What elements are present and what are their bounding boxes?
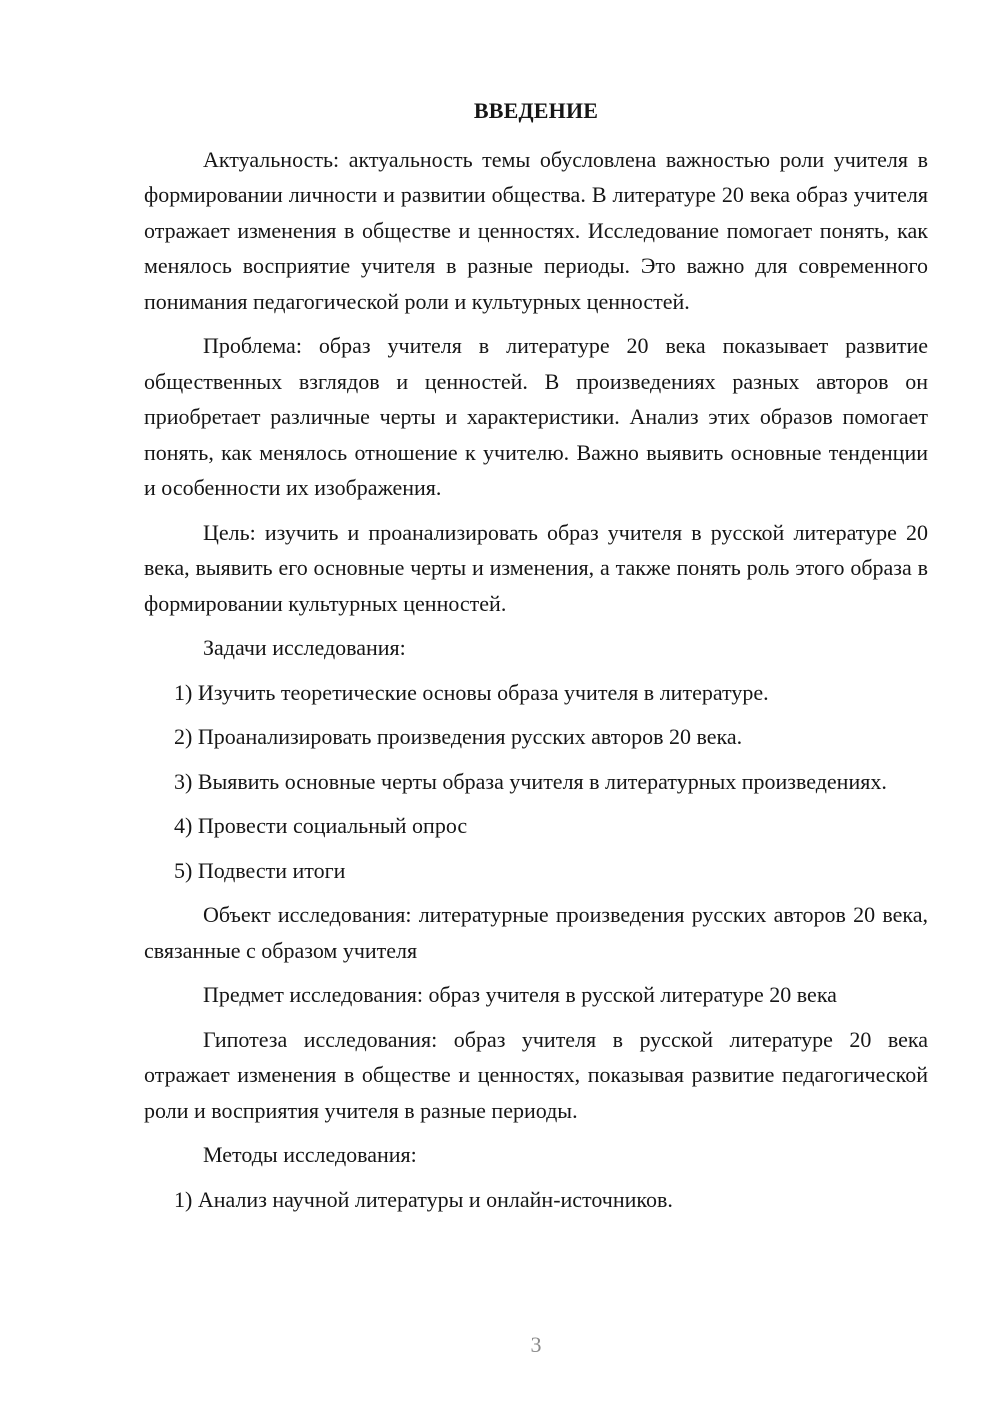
hypothesis-paragraph: Гипотеза исследования: образ учителя в русской литературе 20 века отражает изменения в обществе и ценностях, показывая развитие педагогической роли и восприятия учителя в разные периоды.	[144, 1026, 928, 1123]
task-item: 1) Изучить теоретические основы образа учителя в литературе.	[174, 679, 769, 705]
page-number: 3	[530, 1332, 542, 1357]
page-content	[144, 93, 928, 1226]
relevance-paragraph: Актуальность: актуальность темы обусловлена важностью роли учителя в формировании личности и развитии общества. В литературе 20 века образ учителя отражает изменения в обществе и ценностях. Исследование помогает понять, как менялось восприятие учителя в разные периоды. Это важно для современного понимания педагогической роли и культурных ценностей.	[144, 146, 928, 314]
task-item: 2) Проанализировать произведения русских авторов 20 века.	[174, 724, 743, 749]
object-paragraph: Объект исследования: литературные произведения русских авторов 20 века, связанные с образом учителя	[144, 902, 928, 963]
tasks-heading: Задачи исследования:	[203, 635, 406, 660]
section-title: ВВЕДЕНИЕ	[473, 98, 599, 123]
goal-paragraph: Цель: изучить и проанализировать образ учителя в русской литературе 20 века, выявить его основные черты и изменения, а также понять роль этого образа в формировании культурных ценностей.	[144, 519, 928, 616]
subject-paragraph: Предмет исследования: образ учителя в русской литературе 20 века	[203, 982, 837, 1007]
problem-paragraph: Проблема: образ учителя в литературе 20 века показывает развитие общественных взглядов и ценностей. В произведениях разных авторов он приобретает различные черты и характеристики. Анализ этих образов помогает понять, как менялось отношение к учителю. Важно выявить основные тенденции и особенности их изображения.	[144, 333, 928, 500]
methods-heading: Методы исследования:	[203, 1142, 417, 1167]
task-item: 4) Провести социальный опрос	[174, 813, 468, 838]
task-item: 5) Подвести итоги	[174, 857, 346, 883]
method-item: 1) Анализ научной литературы и онлайн-источников.	[174, 1186, 673, 1212]
task-item: 3) Выявить основные черты образа учителя в литературных произведениях.	[174, 768, 887, 794]
